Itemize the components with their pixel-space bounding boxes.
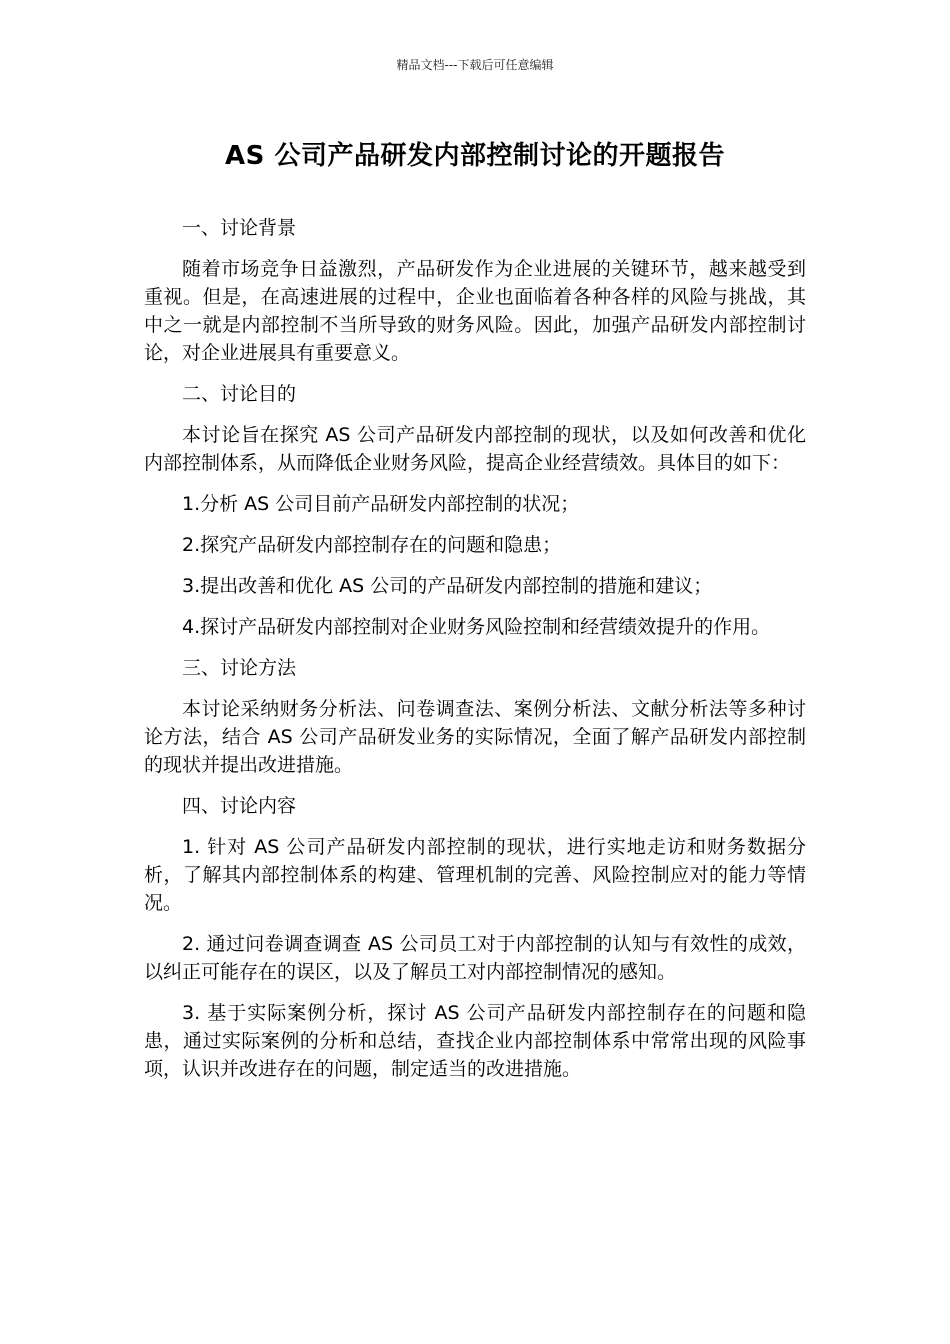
section-heading-method: 三、讨论方法 [182,657,297,679]
document-body [144,214,806,1096]
document-title: AS 公司产品研发内部控制讨论的开题报告 [225,141,725,171]
content-item-3: 3. 基于实际案例分析，探讨 AS 公司产品研发内部控制存在的问题和隐患，通过实际案例的分析和总结，查找企业内部控制体系中常常出现的风险事项，认识并改进存在的问题，制定适当的改进措施。 [144,1002,806,1080]
purpose-item-4: 4.探讨产品研发内部控制对企业财务风险控制和经营绩效提升的作用。 [182,616,771,638]
section-heading-content: 四、讨论内容 [182,795,297,817]
section-heading-purpose: 二、讨论目的 [182,383,297,405]
purpose-item-1: 1.分析 AS 公司目前产品研发内部控制的状况； [182,493,580,515]
header-note: 精品文档---下载后可任意编辑 [396,58,554,72]
paragraph-purpose-intro: 本讨论旨在探究 AS 公司产品研发内部控制的现状，以及如何改善和优化内部控制体系，从而降低企业财务风险，提高企业经营绩效。具体目的如下： [144,424,806,474]
paragraph-background: 随着市场竞争日益激烈，产品研发作为企业进展的关键环节，越来越受到重视。但是，在高速进展的过程中，企业也面临着各种各样的风险与挑战，其中之一就是内部控制不当所导致的财务风险。因此，加强产品研发内部控制讨论，对企业进展具有重要意义。 [144,258,806,364]
purpose-item-3: 3.提出改善和优化 AS 公司的产品研发内部控制的措施和建议； [182,575,713,597]
section-heading-background: 一、讨论背景 [182,217,297,239]
content-item-2: 2. 通过问卷调查调查 AS 公司员工对于内部控制的认知与有效性的成效，以纠正可能存在的误区，以及了解员工对内部控制情况的感知。 [144,933,806,983]
content-item-1: 1. 针对 AS 公司产品研发内部控制的现状，进行实地走访和财务数据分析，了解其内部控制体系的构建、管理机制的完善、风险控制应对的能力等情况。 [144,836,806,914]
purpose-item-2: 2.探究产品研发内部控制存在的问题和隐患； [182,534,562,556]
paragraph-method: 本讨论采纳财务分析法、问卷调查法、案例分析法、文献分析法等多种讨论方法，结合 AS 公司产品研发业务的实际情况，全面了解产品研发内部控制的现状并提出改进措施。 [144,698,806,776]
